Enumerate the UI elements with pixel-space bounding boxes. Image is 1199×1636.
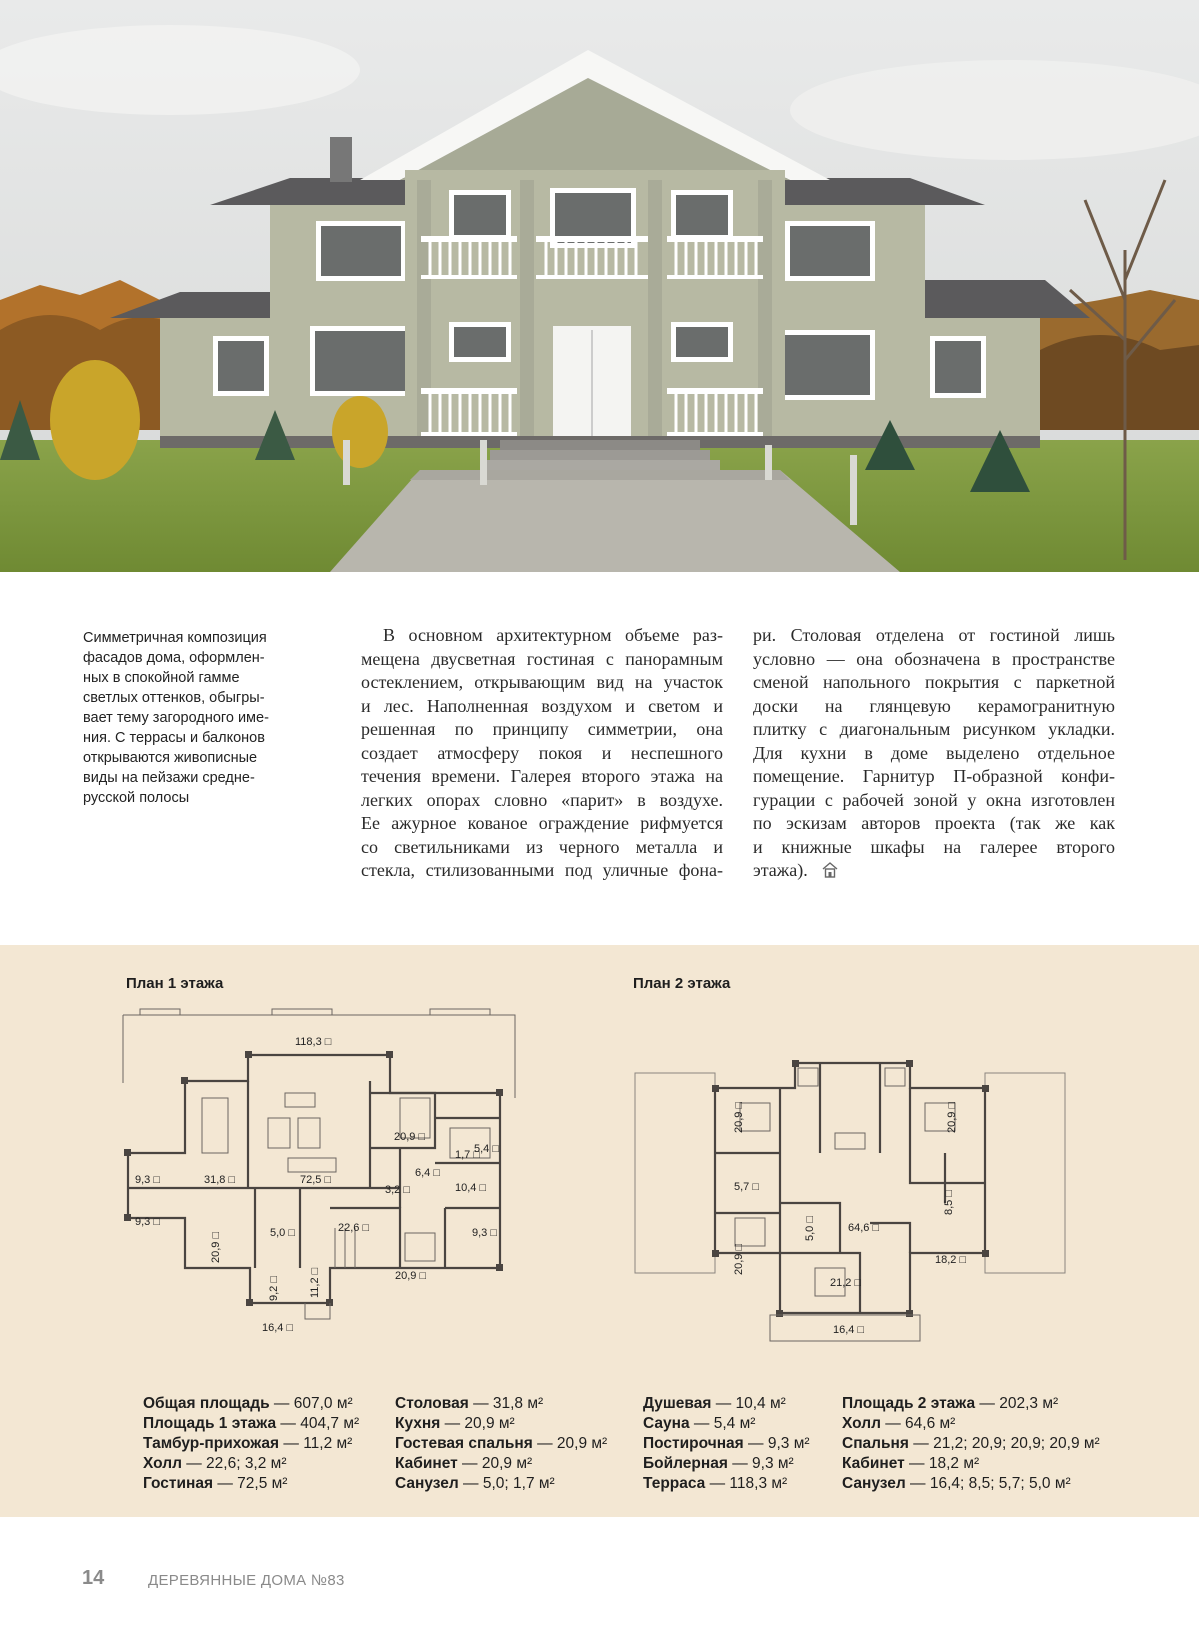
plan1-label: 20,9 □ — [210, 1231, 222, 1263]
spec-row: Холл — 64,6 м² — [842, 1415, 956, 1432]
specs-col-1 — [143, 1394, 359, 1494]
plan2-label: 20,9 □ — [733, 1101, 745, 1133]
plan1-label: 9,3 □ — [472, 1227, 497, 1239]
article-line: гурации с рабочей зоной у окна изготовлен — [753, 789, 1115, 810]
plan2-label: 8,5 □ — [943, 1190, 955, 1215]
caption-line: ных в спокойной гамме — [83, 670, 240, 686]
specs-col-2 — [395, 1394, 607, 1494]
article-line: Для кухни в доме выделено отдельное — [753, 742, 1115, 763]
plan1-label: 9,2 □ — [268, 1276, 280, 1301]
article-line-text: этажа). — [753, 860, 808, 880]
plan1-label: 1,7 □ — [455, 1149, 480, 1161]
plan2-label: 18,2 □ — [935, 1254, 967, 1266]
article-line: В основном архитектурном объеме раз- — [383, 625, 723, 645]
plan1-drawing — [100, 1003, 530, 1334]
plan1-label: 72,5 □ — [300, 1174, 332, 1186]
spec-row: Тамбур-прихожая — 11,2 м² — [143, 1435, 353, 1452]
spec-row: Гостиная — 72,5 м² — [143, 1475, 288, 1492]
plan1-label: 20,9 □ — [394, 1131, 426, 1143]
spec-row: Общая площадь — 607,0 м² — [143, 1395, 353, 1412]
article-line: доски на глянцевую керамогранитную — [753, 695, 1115, 716]
plan1-label: 3,2 □ — [385, 1184, 410, 1196]
spec-row: Столовая — 31,8 м² — [395, 1395, 544, 1412]
article-line: мещена двусветная гостиная с панорамным — [361, 648, 723, 669]
plan2-label: 20,9 □ — [733, 1243, 745, 1275]
spec-row: Кабинет — 20,9 м² — [395, 1455, 533, 1472]
article-line: легких опорах словно «парит» в воздухе. — [361, 789, 723, 810]
page-number: 14 — [82, 1567, 105, 1589]
house-end-mark-icon — [822, 862, 838, 878]
spec-row: Сауна — 5,4 м² — [643, 1415, 756, 1432]
article-line: по эскизам авторов проекта (так же как — [753, 813, 1115, 833]
spec-row: Санузел — 16,4; 8,5; 5,7; 5,0 м² — [842, 1475, 1071, 1492]
caption-line: вает тему загородного име- — [83, 710, 269, 726]
spec-row: Санузел — 5,0; 1,7 м² — [395, 1475, 555, 1492]
spec-row: Кабинет — 18,2 м² — [842, 1455, 980, 1472]
article-line: условно — она обозначена в пространстве — [753, 648, 1115, 669]
article-line: плитку с диагональным рисунком укладки. — [753, 719, 1115, 739]
house-photo — [0, 0, 1199, 572]
plan1-label: 31,8 □ — [204, 1174, 236, 1186]
spec-row: Спальня — 21,2; 20,9; 20,9; 20,9 м² — [842, 1435, 1100, 1452]
caption-line: виды на пейзажи средне- — [83, 770, 255, 786]
plan2-label: 64,6 □ — [848, 1222, 880, 1234]
specs-col-4 — [842, 1394, 1100, 1494]
plan2-drawing — [630, 1003, 1070, 1343]
caption-line: ния. С террасы и балконов — [83, 730, 265, 746]
plan1-label: 16,4 □ — [262, 1322, 294, 1334]
article-line: Ее ажурное кованое ограждение рифмуется — [361, 813, 723, 833]
plan1-label: 20,9 □ — [395, 1270, 427, 1282]
article-column-2 — [753, 624, 1115, 883]
caption-line: русской полосы — [83, 790, 190, 806]
plan1-label: 11,2 □ — [309, 1267, 321, 1298]
magazine-title: ДЕРЕВЯННЫЕ ДОМА №83 — [148, 1572, 345, 1589]
spec-row: Площадь 2 этажа — 202,3 м² — [842, 1395, 1059, 1412]
spec-row: Гостевая спальня — 20,9 м² — [395, 1435, 608, 1452]
article-line: остеклением, открывающим вид на участок — [361, 672, 723, 692]
plan2-label: 21,2 □ — [830, 1277, 862, 1289]
article-line: и книжные шкафы на галерее второго — [753, 836, 1115, 857]
plan1-label: 5,4 □ — [474, 1143, 499, 1155]
spec-row: Кухня — 20,9 м² — [395, 1415, 515, 1432]
plan1-label: 9,3 □ — [135, 1216, 160, 1228]
article-line: ри. Столовая отделена от гостиной лишь — [753, 625, 1115, 645]
plan2-label: 16,4 □ — [833, 1324, 865, 1336]
article-line: создает атмосферу покоя и неспешного — [361, 742, 723, 763]
plan1-label: 22,6 □ — [338, 1222, 370, 1234]
article-line: со светильниками из черного металла и — [361, 836, 723, 857]
spec-row: Бойлерная — 9,3 м² — [643, 1455, 794, 1472]
plan2-label: 5,0 □ — [804, 1216, 816, 1241]
article-line: стекла, стилизованными под уличные фона- — [361, 860, 723, 880]
plan2-label: 5,7 □ — [734, 1181, 759, 1193]
article-line-last — [753, 859, 1115, 883]
article-line: помещение. Гарнитур П-образной конфи- — [753, 766, 1115, 786]
article-line: решенная по принципу симметрии, она — [361, 719, 723, 739]
plan1-label: 6,4 □ — [415, 1167, 440, 1179]
plan1-label: 9,3 □ — [135, 1174, 160, 1186]
article-line: и лес. Наполненная воздухом и светом и — [361, 695, 723, 716]
floor-plans-panel — [0, 945, 1199, 1517]
plan1-label: 118,3 □ — [295, 1036, 332, 1048]
article-line: сменой напольного покрытия с паркетной — [753, 672, 1115, 692]
plan2-title: План 2 этажа — [633, 975, 731, 992]
plan1-label: 5,0 □ — [270, 1227, 295, 1239]
caption-line: фасадов дома, оформлен- — [83, 650, 265, 666]
spec-row: Холл — 22,6; 3,2 м² — [143, 1455, 287, 1472]
plan2-label: 20,9 □ — [946, 1101, 958, 1133]
specs-col-3 — [643, 1394, 810, 1494]
spec-row: Площадь 1 этажа — 404,7 м² — [143, 1415, 360, 1432]
article-line: течения времени. Галерея второго этажа на — [361, 766, 723, 786]
plan1-label: 10,4 □ — [455, 1182, 487, 1194]
plan1-title: План 1 этажа — [126, 975, 224, 992]
article-column-1 — [361, 624, 723, 883]
caption-line: открываются живописные — [83, 750, 258, 766]
spec-row: Постирочная — 9,3 м² — [643, 1435, 810, 1452]
spec-row: Душевая — 10,4 м² — [643, 1395, 786, 1412]
caption-line: светлых оттенков, обыгры- — [83, 690, 265, 706]
spec-row: Терраса — 118,3 м² — [643, 1475, 788, 1492]
caption-line: Симметричная композиция — [83, 630, 267, 646]
photo-caption — [83, 628, 288, 808]
